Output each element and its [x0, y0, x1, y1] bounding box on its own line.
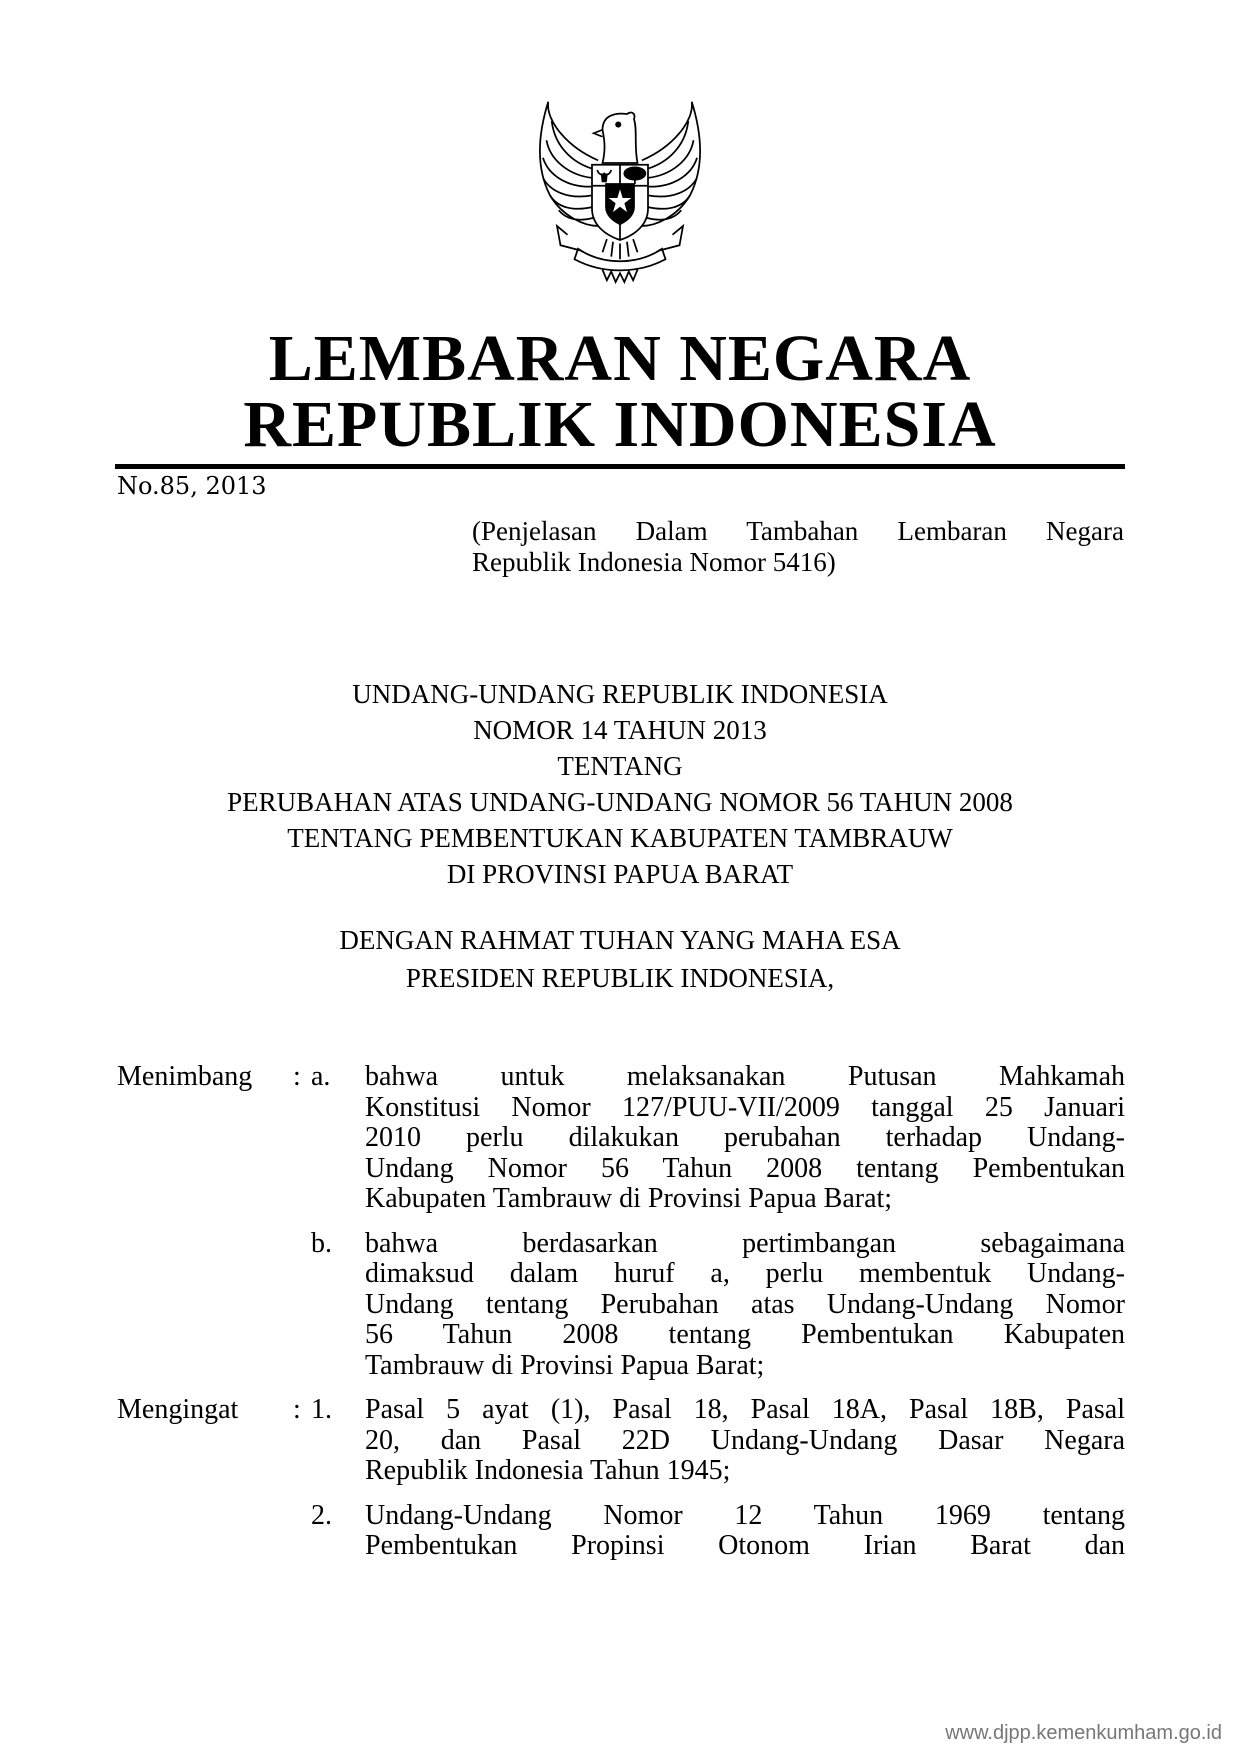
clause-heading — [117, 1501, 293, 1562]
clause-text — [365, 1062, 1125, 1215]
preamble-line1: DENGAN RAHMAT TUHAN YANG MAHA ESA — [339, 925, 901, 955]
law-title-line: TENTANG — [557, 751, 683, 781]
law-title-line: DI PROVINSI PAPUA BARAT — [446, 859, 794, 889]
law-title-line: TENTANG PEMBENTUKAN KABUPATEN TAMBRAUW — [287, 823, 953, 853]
footer-url: www.djpp.kemenkumham.go.id — [945, 1722, 1222, 1744]
preamble — [0, 922, 1240, 996]
garuda-pancasila-emblem-icon — [515, 86, 725, 296]
clause-colon — [293, 1501, 307, 1562]
clause-line: Konstitusi Nomor 127/PUU-VII/2009 tanggal 25 Januari — [365, 1091, 1125, 1123]
clause-line: Pembentukan Propinsi Otonom Irian Barat dan — [365, 1530, 1125, 1561]
law-title-line: NOMOR 14 TAHUN 2013 — [473, 715, 767, 745]
clause-text — [365, 1501, 1125, 1562]
clause-marker: 1. — [311, 1394, 332, 1425]
clause-menimbang-b — [117, 1229, 1125, 1382]
clause-line: Tambrauw di Provinsi Papua Barat; — [365, 1349, 765, 1381]
clause-line: 20, dan Pasal 22D Undang-Undang Dasar Negara — [365, 1424, 1125, 1456]
clause-text — [365, 1395, 1125, 1487]
clause-line: Undang tentang Perubahan atas Undang-Undang Nomor — [365, 1288, 1125, 1320]
clause-colon: : — [293, 1394, 301, 1425]
clause-text — [365, 1229, 1125, 1382]
clause-heading — [117, 1229, 293, 1382]
law-title — [0, 676, 1240, 892]
clause-marker: 2. — [311, 1499, 332, 1531]
issue-number: No.85, 2013 — [117, 472, 267, 500]
clause-line: bahwa untuk melaksanakan Putusan Mahkamah — [365, 1061, 1125, 1092]
clause-colon — [293, 1229, 307, 1382]
clause-marker: b. — [311, 1227, 332, 1259]
clause-line: Undang-Undang Nomor 12 Tahun 1969 tentang — [365, 1499, 1125, 1531]
law-title-line: UNDANG-UNDANG REPUBLIK INDONESIA — [352, 679, 888, 709]
masthead-divider — [115, 464, 1125, 469]
clause-menimbang-a — [117, 1062, 1125, 1215]
clause-colon: : — [293, 1061, 301, 1092]
masthead-title-line1: LEMBARAN NEGARA — [268, 322, 972, 395]
clause-line: 2010 perlu dilakukan perubahan terhadap Undang- — [365, 1122, 1125, 1153]
clause-line: Republik Indonesia Tahun 1945; — [365, 1455, 731, 1486]
clauses — [117, 1062, 1125, 1576]
clause-marker: a. — [311, 1061, 331, 1092]
explanation-note-line2: Republik Indonesia Nomor 5416) — [472, 547, 836, 577]
clause-heading: Mengingat — [117, 1394, 239, 1425]
explanation-note-line1: (Penjelasan Dalam Tambahan Lembaran Negara — [472, 516, 1124, 546]
preamble-line2: PRESIDEN REPUBLIK INDONESIA, — [405, 963, 835, 993]
clause-mengingat-1 — [117, 1395, 1125, 1487]
clause-line: 56 Tahun 2008 tentang Pembentukan Kabupaten — [365, 1319, 1125, 1350]
clause-line: dimaksud dalam huruf a, perlu membentuk Undang- — [365, 1258, 1125, 1289]
clause-heading: Menimbang — [117, 1061, 253, 1092]
masthead-title-line2: REPUBLIK INDONESIA — [243, 388, 997, 461]
clause-line: Undang Nomor 56 Tahun 2008 tentang Pembentukan — [365, 1152, 1125, 1184]
clause-line: Pasal 5 ayat (1), Pasal 18, Pasal 18A, Pasal 18B, Pasal — [365, 1394, 1125, 1425]
clause-line: Kabupaten Tambrauw di Provinsi Papua Barat; — [365, 1183, 893, 1214]
clause-mengingat-2 — [117, 1501, 1125, 1562]
law-title-line: PERUBAHAN ATAS UNDANG-UNDANG NOMOR 56 TAHUN 2008 — [227, 787, 1013, 817]
explanation-note — [472, 516, 1124, 578]
clause-line: bahwa berdasarkan pertimbangan sebagaimana — [365, 1227, 1125, 1259]
